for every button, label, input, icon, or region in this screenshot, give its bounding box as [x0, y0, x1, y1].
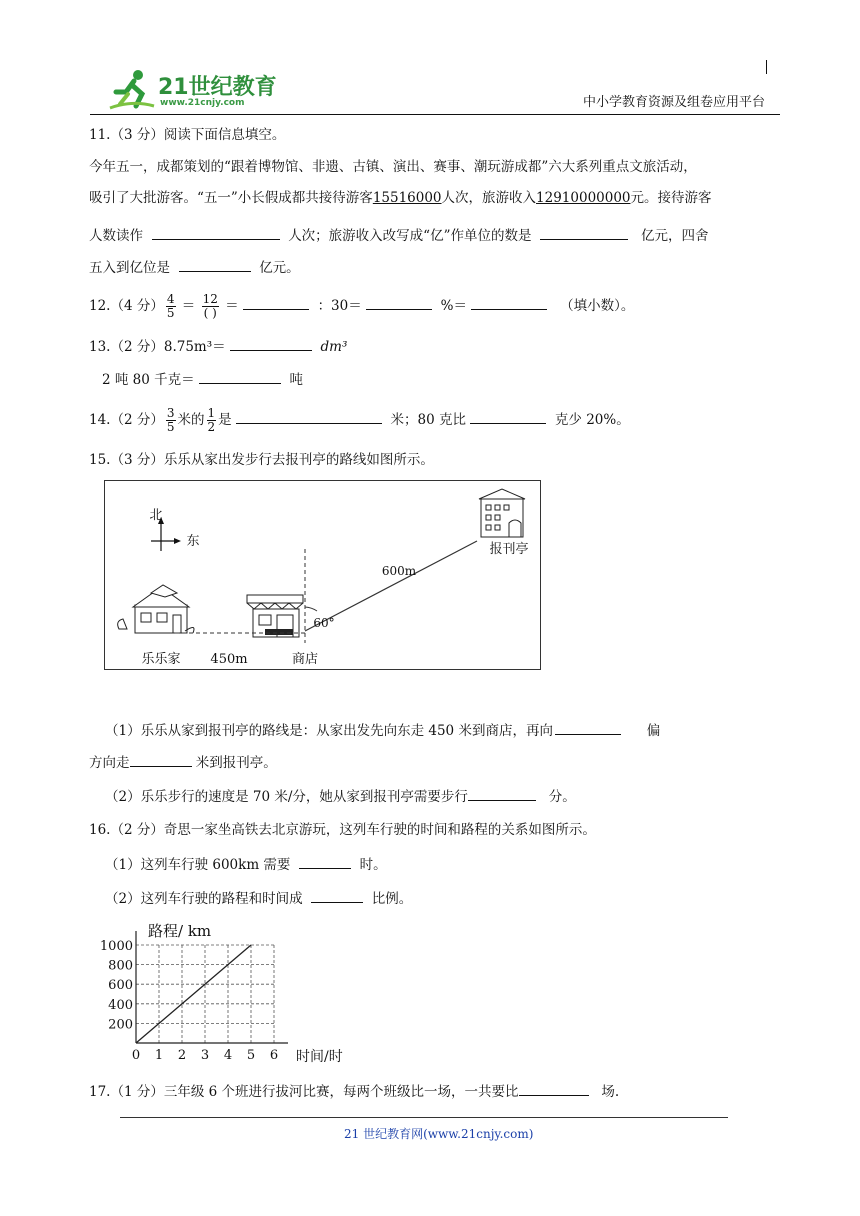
q14-blank-2[interactable]	[470, 409, 546, 424]
distance-time-chart	[100, 918, 360, 1066]
q11-blank-yi[interactable]	[540, 225, 628, 240]
chart-x-axis-label: 时间/时	[296, 1049, 343, 1065]
q16-blank-hours[interactable]	[299, 854, 351, 869]
q15-sub1-line2: 方向走 米到报刊亭。	[89, 752, 277, 773]
q16-stem: 16.（2 分）奇思一家坐高铁去北京游玩，这列车行驶的时间和路程的关系如图所示。	[89, 822, 596, 838]
label-home: 乐乐家	[141, 652, 181, 667]
chart-x-tick-label: 4	[223, 1048, 233, 1063]
q14-fraction-1-2: $\frac{1}{2}$	[207, 406, 216, 434]
logo-main-text: 21世纪教育	[158, 75, 277, 100]
q16-sub2: （2）这列车行驶的路程和时间成 比例。	[105, 888, 412, 909]
footer-text: 21 世纪教育网(www.21cnjy.com)	[344, 1127, 534, 1141]
q12-fraction-12-blank: $\frac{12}{( )}$	[202, 292, 218, 320]
q11-stem: 11.（3 分）阅读下面信息填空。	[89, 127, 286, 143]
shop-icon	[247, 595, 303, 637]
chart-x-tick-label: 1	[154, 1048, 164, 1063]
q11-para-line2: 吸引了大批游客。“五一”小长假成都共接待游客15516000人次，旅游收入12910000000元。接待游客	[89, 190, 712, 206]
chart-y-tick-label: 600	[108, 978, 133, 994]
platform-title: 中小学教育资源及组卷应用平台	[583, 95, 766, 110]
q14-line: 14.（2 分） $\frac{3}{5}$ 米的 $\frac{1}{2}$ 是 米；80 克比 克少 20%。	[89, 406, 630, 434]
chart-y-tick-label: 400	[108, 997, 133, 1013]
logo-sub-text: www.21cnjy.com	[160, 98, 245, 108]
q16-sub1: （1）这列车行驶 600km 需要 时。	[105, 854, 387, 875]
q11-para-line4: 五入到亿位是 亿元。	[89, 257, 300, 278]
q15-map-figure	[104, 480, 541, 670]
q15-stem: 15.（3 分）乐乐从家出发步行去报刊亭的路线如图所示。	[89, 452, 434, 468]
newsstand-icon	[479, 489, 525, 537]
label-east: 东	[186, 534, 200, 549]
q11-blank-reading[interactable]	[152, 225, 280, 240]
label-north: 北	[149, 508, 163, 523]
label-kiosk: 报刊亭	[489, 542, 529, 557]
footer-rule	[120, 1117, 728, 1118]
chart-x-tick-label: 6	[269, 1048, 279, 1063]
runner-logo-icon	[108, 68, 156, 112]
q13-blank-1[interactable]	[230, 336, 312, 351]
label-angle: 60°	[313, 616, 335, 630]
chart-y-tick-label: 1000	[100, 939, 133, 954]
chart-y-axis-label: 路程/ km	[148, 922, 212, 940]
visitor-count: 15516000	[372, 190, 442, 206]
q15-blank-direction1[interactable]	[555, 720, 621, 735]
q12-fraction-4-5: $\frac{4}{5}$	[166, 292, 175, 320]
chart-x-tick-label: 5	[246, 1048, 256, 1063]
q13-line1: 13.（2 分）8.75m³＝ dm³	[89, 336, 347, 357]
chart-y-tick-label: 200	[108, 1017, 133, 1033]
tourism-income: 12910000000	[536, 190, 631, 206]
q11-para-line1: 今年五一，成都策划的“跟着博物馆、非遗、古镇、演出、赛事、潮玩游成都”六大系列重点文旅活动，	[89, 159, 697, 175]
q13-line2: 2 吨 80 千克＝ 吨	[102, 369, 303, 390]
label-dist-450: 450m	[210, 652, 248, 667]
q16-blank-proportion[interactable]	[311, 888, 363, 903]
q12-line: 12.（4 分） $\frac{4}{5}$ ＝ $\frac{12}{( )}$ ＝ ：30＝ %＝ （填小数）。	[89, 292, 635, 320]
q12-blank-3[interactable]	[471, 295, 547, 310]
q15-sub2: （2）乐乐步行的速度是 70 米/分，她从家到报刊亭需要步行 分。	[105, 786, 576, 807]
q15-sub1-line1: （1）乐乐从家到报刊亭的路线是：从家出发先向东走 450 米到商店，再向 偏	[105, 720, 660, 741]
header-rule	[90, 114, 780, 115]
q11-blank-round[interactable]	[179, 257, 251, 272]
q12-blank-1[interactable]	[243, 295, 309, 310]
q15-blank-distance[interactable]	[130, 752, 192, 767]
chart-x-tick-label: 2	[177, 1048, 187, 1063]
header-logo	[108, 68, 278, 112]
label-dist-600: 600m	[381, 564, 417, 578]
q13-blank-2[interactable]	[199, 369, 281, 384]
header-bar-mark	[766, 60, 767, 74]
chart-x-tick-label: 3	[200, 1048, 210, 1063]
chart-x-tick-label: 0	[131, 1048, 141, 1063]
house-icon	[118, 585, 194, 633]
q15-blank-minutes[interactable]	[468, 786, 536, 801]
q17-line: 17.（1 分）三年级 6 个班进行拔河比赛，每两个班级比一场，一共要比 场.	[89, 1081, 619, 1102]
q14-blank-1[interactable]	[236, 409, 382, 424]
chart-y-tick-label: 800	[108, 958, 133, 974]
q12-blank-2[interactable]	[366, 295, 432, 310]
label-shop: 商店	[291, 652, 319, 667]
q14-fraction-3-5: $\frac{3}{5}$	[166, 406, 175, 434]
chart-series-line	[136, 945, 251, 1043]
q17-blank-games[interactable]	[519, 1081, 589, 1096]
q11-para-line3: 人数读作 人次；旅游收入改写成“亿”作单位的数是 亿元，四舍	[89, 225, 708, 246]
